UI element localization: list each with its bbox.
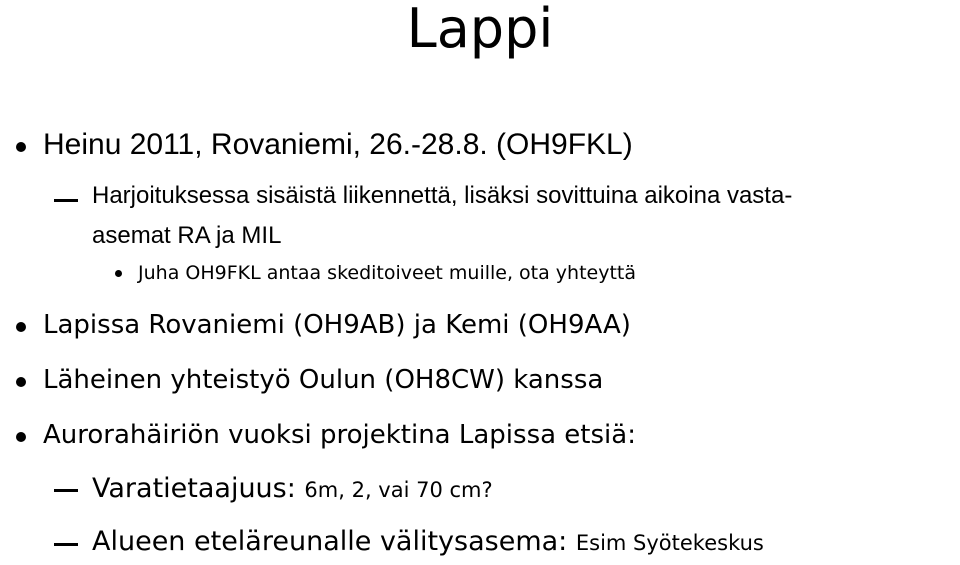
bullet-text-lapissa: Lapissa Rovaniemi (OH9AB) ja Kemi (OH9AA) (43, 310, 631, 340)
bullet-dot-icon (16, 432, 26, 442)
subitem-text-harjoituksessa-line1: Harjoituksessa sisäistä liikennettä, lisäksi sovittuina aikoina vasta- (92, 182, 793, 209)
small-bullet-dot-icon (115, 270, 122, 277)
dash-icon (54, 199, 78, 202)
bullet-dot-icon (16, 142, 26, 152)
subitem-value-alueen: Esim Syötekeskus (575, 531, 764, 555)
bullet-text-heinu: Heinu 2011, Rovaniemi, 26.-28.8. (OH9FKL) (43, 128, 633, 161)
dash-icon (54, 489, 78, 492)
subitem-text-varatietaajuus (92, 469, 493, 512)
subitem-value-varatietaajuus: 6m, 2, vai 70 cm? (304, 478, 493, 502)
subitem-text-harjoituksessa-line2: asemat RA ja MIL (92, 222, 282, 249)
dash-icon (54, 543, 78, 546)
bullet-dot-icon (16, 322, 26, 332)
subsubitem-text-juha: Juha OH9FKL antaa skeditoiveet muille, ota yhteyttä (138, 262, 637, 284)
subitem-text-alueen (92, 522, 764, 565)
subitem-label-alueen: Alueen eteläreunalle välitysasema: (92, 526, 576, 557)
bullet-dot-icon (16, 377, 26, 387)
slide-title: Lappi (406, 0, 554, 60)
bullet-text-aurorahairion: Aurorahäiriön vuoksi projektina Lapissa etsiä: (43, 420, 636, 450)
subitem-label-varatietaajuus: Varatietaajuus: (92, 473, 305, 504)
bullet-text-laheinen: Läheinen yhteistyö Oulun (OH8CW) kanssa (43, 365, 604, 395)
